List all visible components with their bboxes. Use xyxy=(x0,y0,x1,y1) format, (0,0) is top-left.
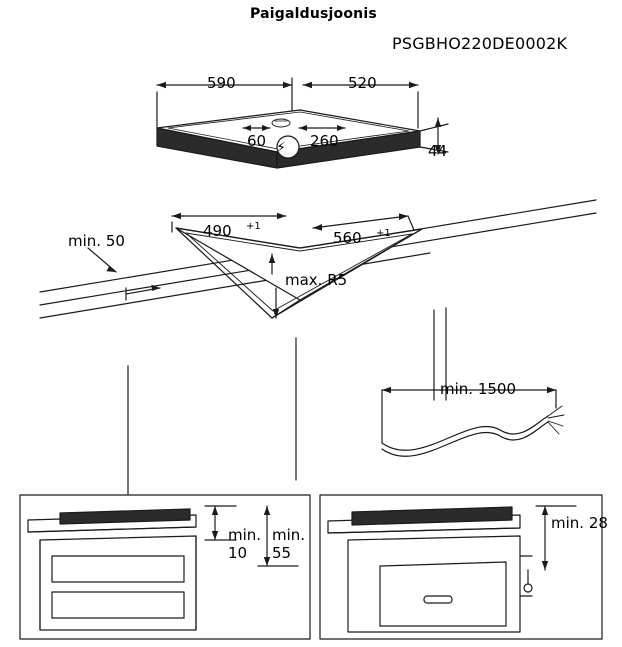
page-title: Paigaldusjoonis xyxy=(250,6,377,22)
dim-cutout-width: 560 xyxy=(333,229,362,247)
dim-cutout-depth-tolerance: +1 xyxy=(246,221,261,232)
dim-corner-radius: max. R5 xyxy=(285,271,348,289)
dim-min-rear-distance: min. 50 xyxy=(68,232,125,250)
dim-min-cable-length: min. 1500 xyxy=(440,380,516,398)
dim-depth-overall: 520 xyxy=(348,74,377,92)
dim-connector-offset: 60 xyxy=(247,132,267,150)
dim-connector-span: 260 xyxy=(310,132,339,150)
dim-min-gap-under-value: 55 xyxy=(272,544,292,562)
model-code: PSGBHO220DE0002K xyxy=(392,34,568,53)
dim-min-gap-front-label: min. xyxy=(228,526,262,544)
dim-min-clearance-oven: min. 28 xyxy=(551,514,608,532)
electrical-hazard-icon: ⚡ xyxy=(276,140,286,156)
dim-min-gap-under-label: min. xyxy=(272,526,306,544)
dim-min-gap-front-value: 10 xyxy=(228,544,248,562)
dim-width-overall: 590 xyxy=(207,74,236,92)
installation-section-left-view xyxy=(20,495,310,639)
dim-cutout-width-tolerance: +1 xyxy=(376,228,391,239)
hob-dimensions-view xyxy=(157,78,448,168)
dim-cutout-depth: 490 xyxy=(203,222,232,240)
dim-hob-height: 44 xyxy=(428,142,448,160)
